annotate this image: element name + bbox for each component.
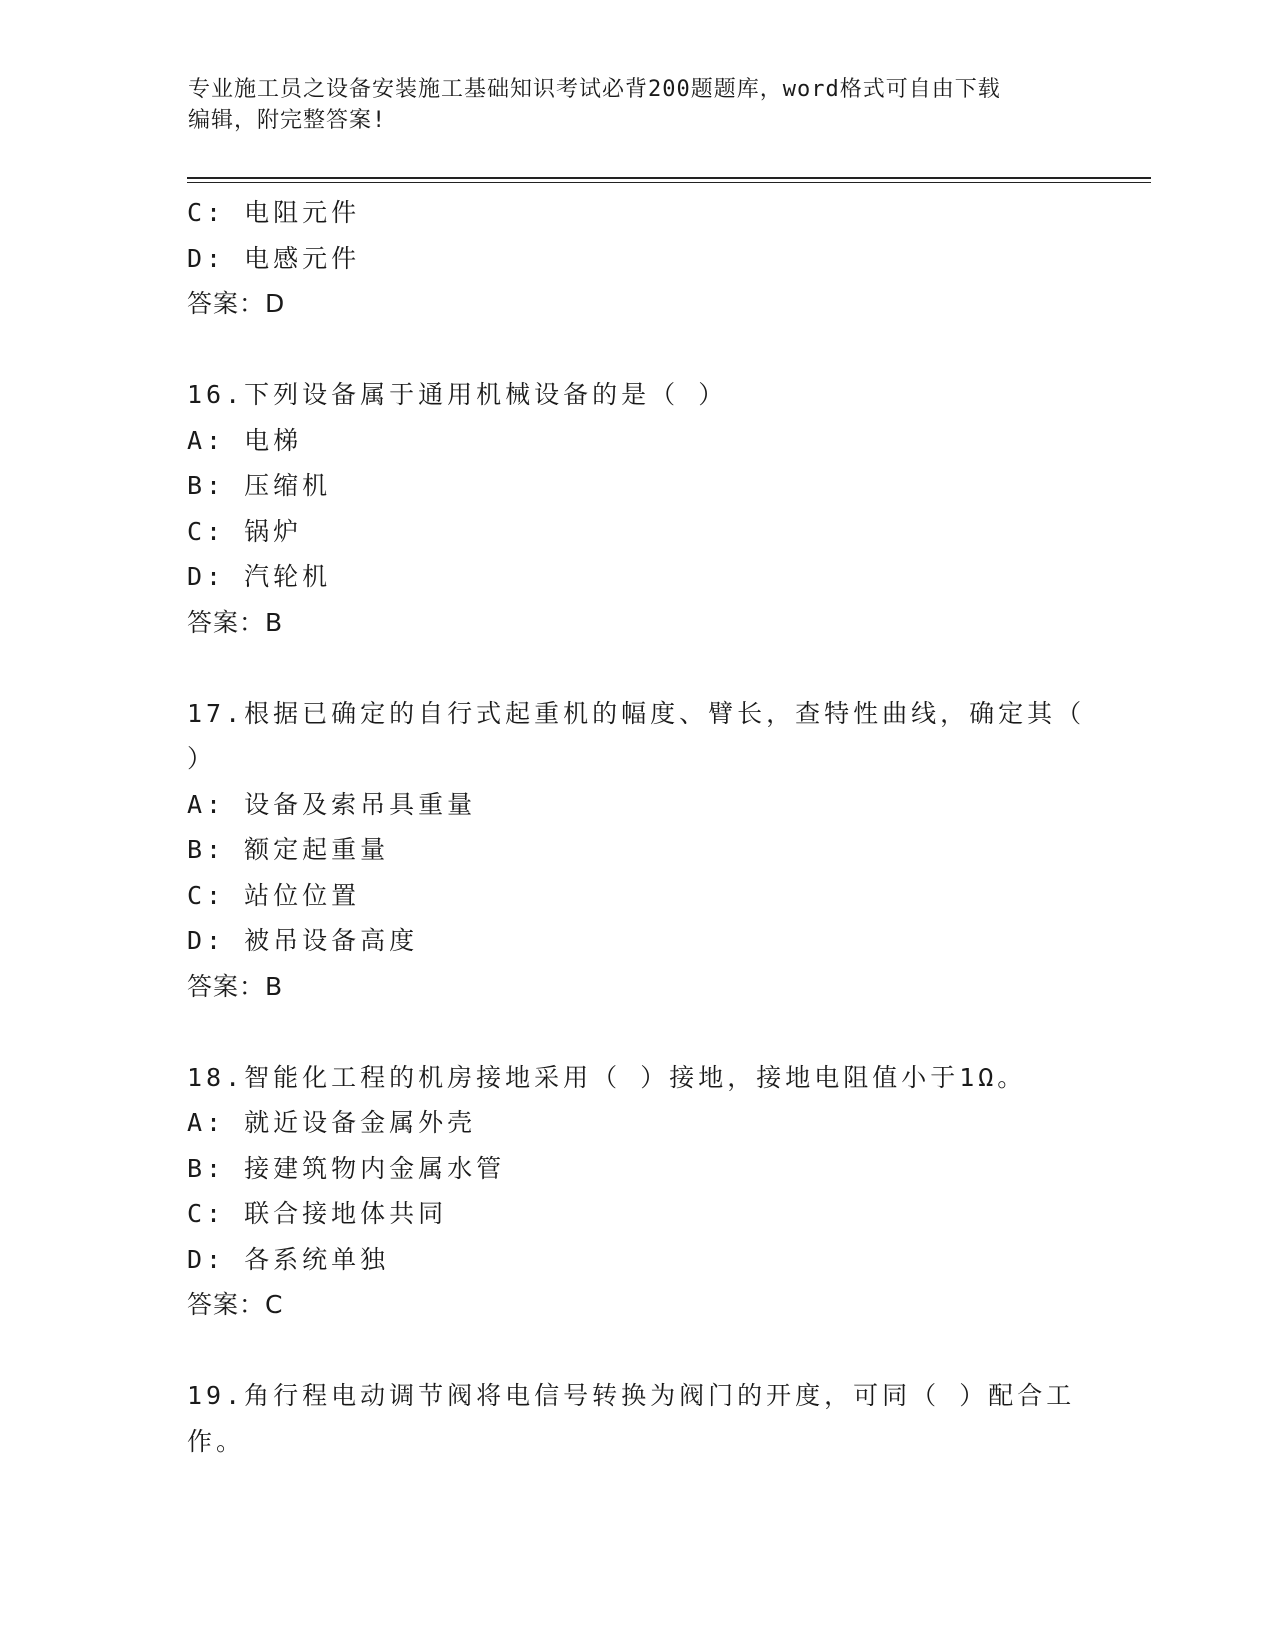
option-c: C: 锅炉 bbox=[187, 516, 303, 546]
answer: 答案：D bbox=[187, 289, 286, 318]
option-c: C: 电阻元件 bbox=[187, 198, 361, 227]
option-b: B: 接建筑物内金属水管 bbox=[187, 1153, 506, 1183]
spacer bbox=[187, 1328, 1087, 1374]
header-title-line-2: 编辑，附完整答案! bbox=[188, 108, 387, 133]
answer: 答案：C bbox=[187, 1290, 284, 1319]
option-b: B: 压缩机 bbox=[187, 471, 332, 500]
question-stem: 16.下列设备属于通用机械设备的是（ ） bbox=[187, 380, 728, 409]
header-divider-thin bbox=[187, 182, 1151, 183]
question-stem-line-1: 19.角行程电动调节阀将电信号转换为阀门的开度，可同（ ）配合工 bbox=[187, 1381, 1076, 1410]
option-a: A: 电梯 bbox=[187, 425, 303, 455]
option-c: C: 站位位置 bbox=[187, 880, 361, 910]
option-c: C: 联合接地体共同 bbox=[187, 1199, 448, 1228]
question-list bbox=[187, 190, 1087, 1464]
option-d: D: 汽轮机 bbox=[187, 562, 332, 591]
spacer bbox=[187, 1009, 1087, 1055]
question-18 bbox=[187, 1055, 1087, 1328]
option-a: A: 就近设备金属外壳 bbox=[187, 1108, 477, 1137]
option-d: D: 被吊设备高度 bbox=[187, 926, 419, 955]
option-a: A: 设备及索吊具重量 bbox=[187, 789, 477, 819]
question-19 bbox=[187, 1373, 1087, 1464]
question-16 bbox=[187, 372, 1087, 645]
header-divider-thick bbox=[187, 177, 1151, 179]
spacer bbox=[187, 645, 1087, 691]
spacer bbox=[187, 327, 1087, 373]
question-17 bbox=[187, 691, 1087, 1010]
question-stem-line-1: 17.根据已确定的自行式起重机的幅度、臂长，查特性曲线，确定其（ bbox=[187, 698, 1086, 728]
question-stem: 18.智能化工程的机房接地采用（ ）接地，接地电阻值小于1Ω。 bbox=[187, 1062, 1027, 1092]
question-stem-line-2: 作。 bbox=[187, 1426, 246, 1456]
document-header bbox=[188, 74, 1068, 136]
option-b: B: 额定起重量 bbox=[187, 835, 390, 864]
option-d: D: 电感元件 bbox=[187, 243, 361, 273]
question-15-tail bbox=[187, 190, 1087, 327]
header-title-line-1: 专业施工员之设备安装施工基础知识考试必背200题题库，word格式可自由下载 bbox=[188, 77, 1001, 102]
answer: 答案：B bbox=[187, 607, 284, 637]
option-d: D: 各系统单独 bbox=[187, 1244, 390, 1274]
answer: 答案：B bbox=[187, 971, 284, 1001]
question-stem-line-2: ） bbox=[187, 744, 217, 773]
